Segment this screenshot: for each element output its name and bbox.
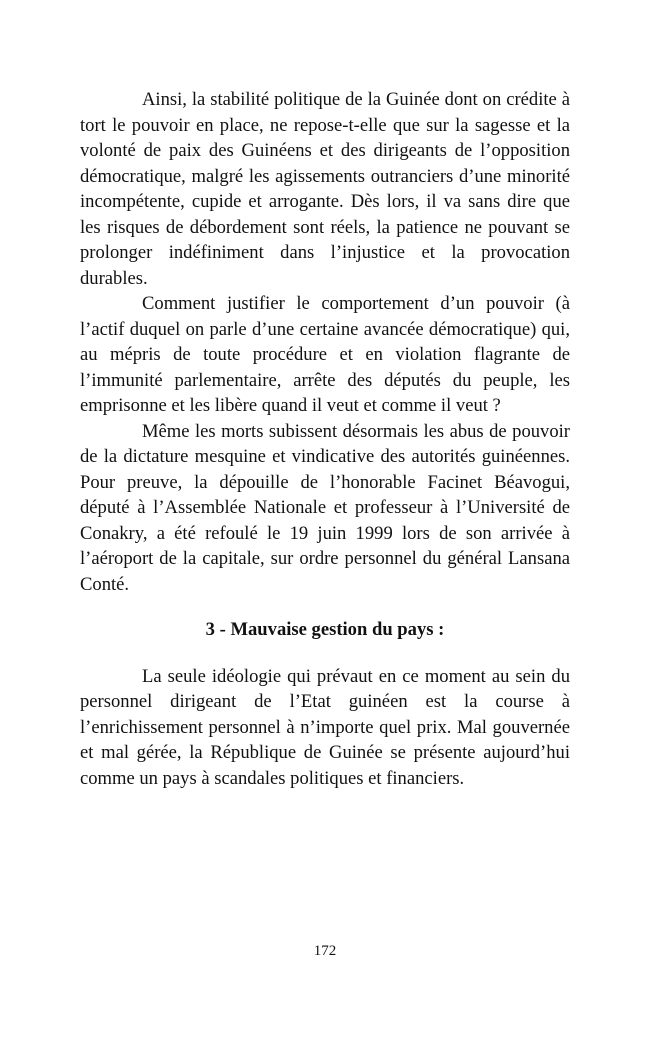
paragraph-mauvaise-gestion: La seule idéologie qui prévaut en ce moment au sein du personnel dirigeant de l’Etat guinéen est la course à l’enrichissement personnel à n’importe quel prix. Mal gouvernée et mal gérée, la République de Guinée se présente aujourd’hui comme un pays à scandales politiques et financiers. <box>80 665 570 789</box>
page-number: 172 <box>313 943 337 959</box>
paragraph-abus-pouvoir: Même les morts subissent désormais les abus de pouvoir de la dictature mesquine et vindicative des autorités guinéennes. Pour preuve, la dépouille de l’honorable Facinet Béavogui, député à l’Assemblée Nationale et professeur à l’Université de Conakry, a été refoulé le 19 juin 1999 lors de son arrivée à l’aéroport de la capitale, sur ordre personnel du général Lansana Conté. <box>80 420 570 595</box>
paragraph-stabilite: Ainsi, la stabilité politique de la Guinée dont on crédite à tort le pouvoir en place, ne repose-t-elle que sur la sagesse et la volonté de paix des Guinéens et des dirigeants de l’opposition démocratique, malgré les agissements outranciers d’une minorité incompétente, cupide et arrogante. Dès lors, il va sans dire que les risques de débordement sont réels, la patience ne pouvant se prolonger indéfiniment dans l’injustice et la provocation durables. <box>80 89 570 289</box>
section-heading: 3 - Mauvaise gestion du pays : <box>205 619 445 640</box>
page-body <box>80 87 570 791</box>
paragraph-comportement-pouvoir: Comment justifier le comportement d’un pouvoir (à l’actif duquel on parle d’une certaine avancée démocratique) qui, au mépris de toute procédure et en violation flagrante de l’immunité parlementaire, arrête des députés du peuple, les emprisonne et les libère quand il veut et comme il veut ? <box>80 293 570 416</box>
